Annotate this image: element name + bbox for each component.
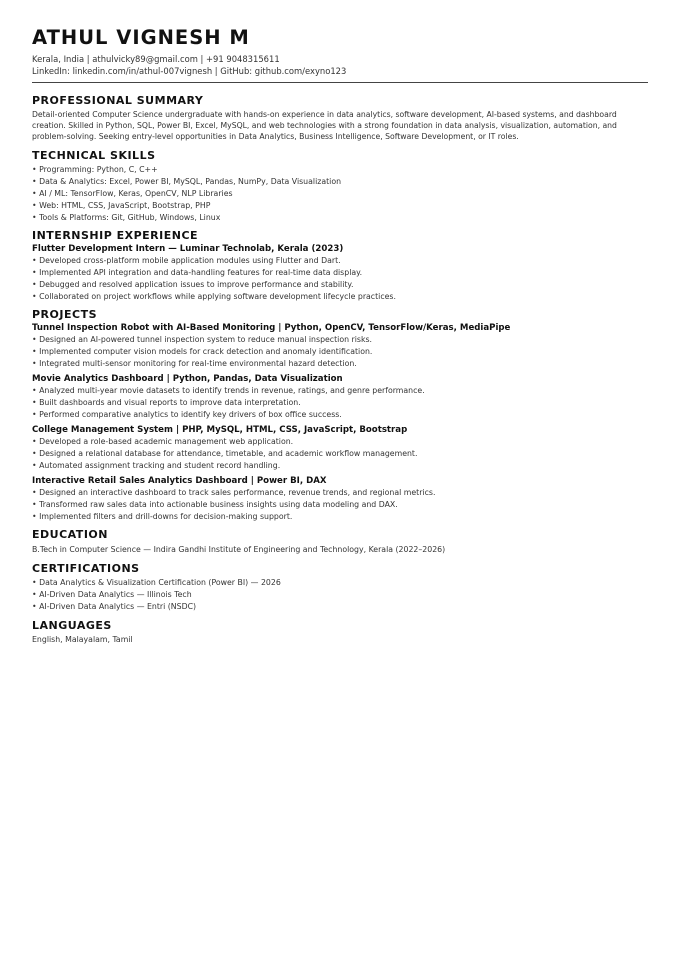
internship-list [32,255,648,303]
skill-item: • Data & Analytics: Excel, Power BI, MySQL, Pandas, NumPy, Data Visualization [32,176,648,188]
header-divider [32,82,648,83]
certification-item: • Data Analytics & Visualization Certification (Power BI) — 2026 [32,577,648,589]
project-item: • Automated assignment tracking and student record handling. [32,460,648,472]
education-text: B.Tech in Computer Science — Indira Gandhi Institute of Engineering and Technology, Kerala (2022–2026) [32,544,446,554]
skills-heading: TECHNICAL SKILLS [32,148,156,162]
project-title: College Management System | PHP, MySQL, HTML, CSS, JavaScript, Bootstrap [32,424,408,435]
projects-heading: PROJECTS [32,307,97,321]
project-title: Interactive Retail Sales Analytics Dashboard | Power BI, DAX [32,475,327,486]
contact-line-2: LinkedIn: linkedin.com/in/athul-007vignesh | GitHub: github.com/exyno123 [32,66,347,76]
internship-item: • Debugged and resolved application issues to improve performance and stability. [32,279,648,291]
project-bullets [32,385,648,421]
internship-item: • Collaborated on project workflows while applying software development lifecycle practices. [32,291,648,303]
certifications-heading: CERTIFICATIONS [32,561,140,575]
internship-heading: INTERNSHIP EXPERIENCE [32,228,199,242]
contact-line-1: Kerala, India | athulvicky89@gmail.com | +91 9048315611 [32,54,280,64]
project-bullets [32,436,648,472]
project-item: • Implemented filters and drill-downs for decision-making support. [32,511,648,523]
project-item: • Performed comparative analytics to identify key drivers of box office success. [32,409,648,421]
education-heading: EDUCATION [32,527,108,541]
certifications-list [32,577,648,613]
summary-text: Detail-oriented Computer Science undergraduate with hands-on experience in data analytics, software development, AI-based systems, and dashboard creation. Skilled in Python, SQL, Power BI, Excel, MySQL, and web technologies with a strong foundation in data analysis, visualization, automation, and problem-solving. Seeking entry-level opportunities in Data Analytics, Business Intelligence, Software Development, or IT roles. [32,110,617,142]
internship-item: • Developed cross-platform mobile application modules using Flutter and Dart. [32,255,648,267]
project-item: • Transformed raw sales data into actionable business insights using data modeling and DAX. [32,499,648,511]
project-bullets [32,487,648,523]
skill-item: • Tools & Platforms: Git, GitHub, Windows, Linux [32,212,648,224]
skill-item: • AI / ML: TensorFlow, Keras, OpenCV, NLP Libraries [32,188,648,200]
project-title: Tunnel Inspection Robot with AI-Based Monitoring | Python, OpenCV, TensorFlow/Keras, MediaPipe [32,322,511,333]
project-bullets [32,334,648,370]
internship-item: • Implemented API integration and data-handling features for real-time data display. [32,267,648,279]
languages-heading: LANGUAGES [32,618,112,632]
project-item: • Designed an AI-powered tunnel inspection system to reduce manual inspection risks. [32,334,648,346]
project-item: • Analyzed multi-year movie datasets to identify trends in revenue, ratings, and genre performance. [32,385,648,397]
summary-heading: PROFESSIONAL SUMMARY [32,94,204,107]
project-item: • Integrated multi-sensor monitoring for real-time environmental hazard detection. [32,358,648,370]
project-item: • Implemented computer vision models for crack detection and anomaly identification. [32,346,648,358]
skill-item: • Programming: Python, C, C++ [32,164,648,176]
candidate-name: ATHUL VIGNESH M [32,26,250,49]
project-item: • Developed a role-based academic management web application. [32,436,648,448]
internship-role: Flutter Development Intern — Luminar Technolab, Kerala (2023) [32,243,344,254]
languages-text: English, Malayalam, Tamil [32,634,133,644]
skill-item: • Web: HTML, CSS, JavaScript, Bootstrap, PHP [32,200,648,212]
project-item: • Designed an interactive dashboard to track sales performance, revenue trends, and regional metrics. [32,487,648,499]
project-item: • Designed a relational database for attendance, timetable, and academic workflow management. [32,448,648,460]
project-item: • Built dashboards and visual reports to improve data interpretation. [32,397,648,409]
project-title: Movie Analytics Dashboard | Python, Pandas, Data Visualization [32,373,343,384]
certification-item: • AI-Driven Data Analytics — Entri (NSDC) [32,601,648,613]
certification-item: • AI-Driven Data Analytics — Illinois Tech [32,589,648,601]
skills-list [32,164,648,224]
